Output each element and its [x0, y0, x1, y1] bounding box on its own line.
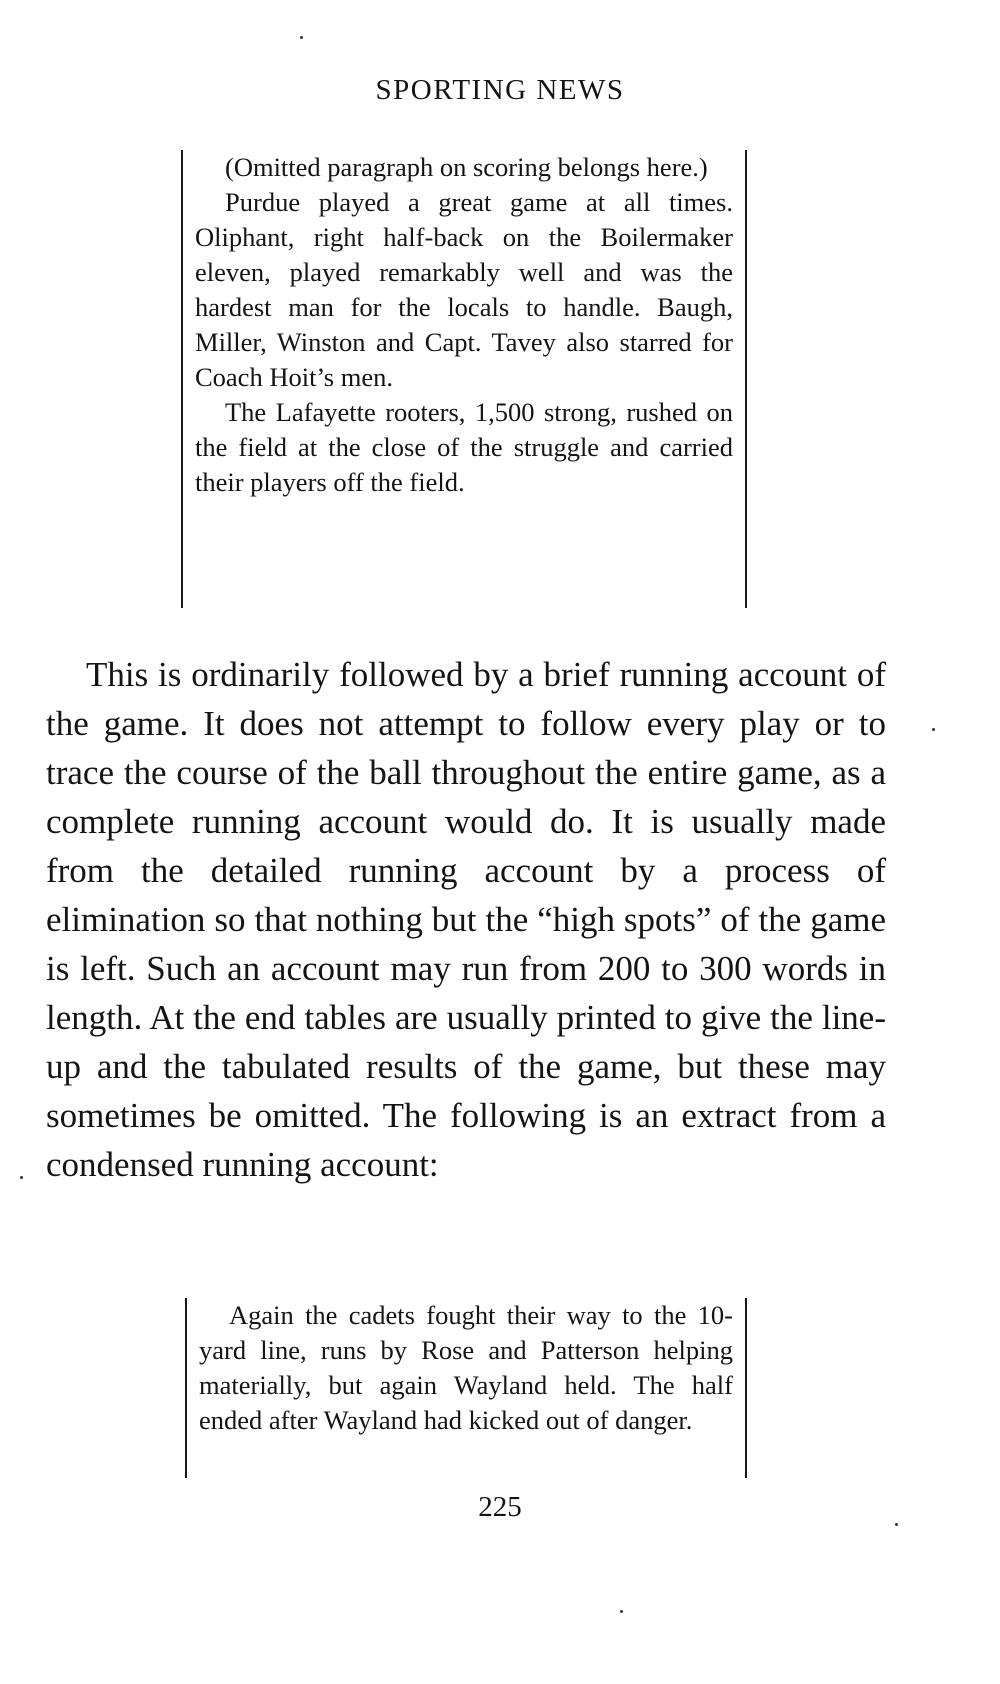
- clipping-paragraph-lafayette: The Lafayette rooters, 1,500 strong, rushed on the field at the close of the struggle and carried their players off the field.: [195, 397, 733, 497]
- page-number: 225: [478, 1491, 522, 1523]
- clipping-paragraph-purdue: Purdue played a great game at all times. Oliphant, right half-back on the Boilermaker eleven, played remarkably well and was the hardest man for the locals to handle. Baugh, Miller, Winston and Capt. Tavey also starred for Coach Hoit’s men.: [195, 187, 733, 392]
- news-clipping-cadets: [185, 1298, 747, 1478]
- scan-speck: [895, 1523, 898, 1526]
- clipping-paragraph-cadets: Again the cadets fought their way to the 10-yard line, runs by Rose and Patterson helping materially, but again Wayland held. The half ended after Wayland had kicked out of danger.: [199, 1300, 733, 1435]
- body-paragraph: This is ordinarily followed by a brief running account of the game. It does not attempt to follow every play or to trace the course of the ball throughout the entire game, as a complete running account would do. It is usually made from the detailed running account by a process of elimination so that nothing but the “high spots” of the game is left. Such an account may run from 200 to 300 words in length. At the end tables are usually printed to give the line-up and the tabulated results of the game, but these may sometimes be omitted. The following is an extract from a condensed running account:: [46, 655, 886, 1184]
- running-head: SPORTING NEWS: [375, 74, 625, 106]
- scan-speck: [300, 36, 303, 39]
- news-clipping-purdue: [181, 150, 747, 608]
- scan-speck: [20, 1176, 23, 1179]
- scan-speck: [932, 728, 935, 731]
- scan-speck: [620, 1610, 623, 1613]
- clipping-paragraph-omitted: (Omitted paragraph on scoring belongs here.): [225, 152, 708, 182]
